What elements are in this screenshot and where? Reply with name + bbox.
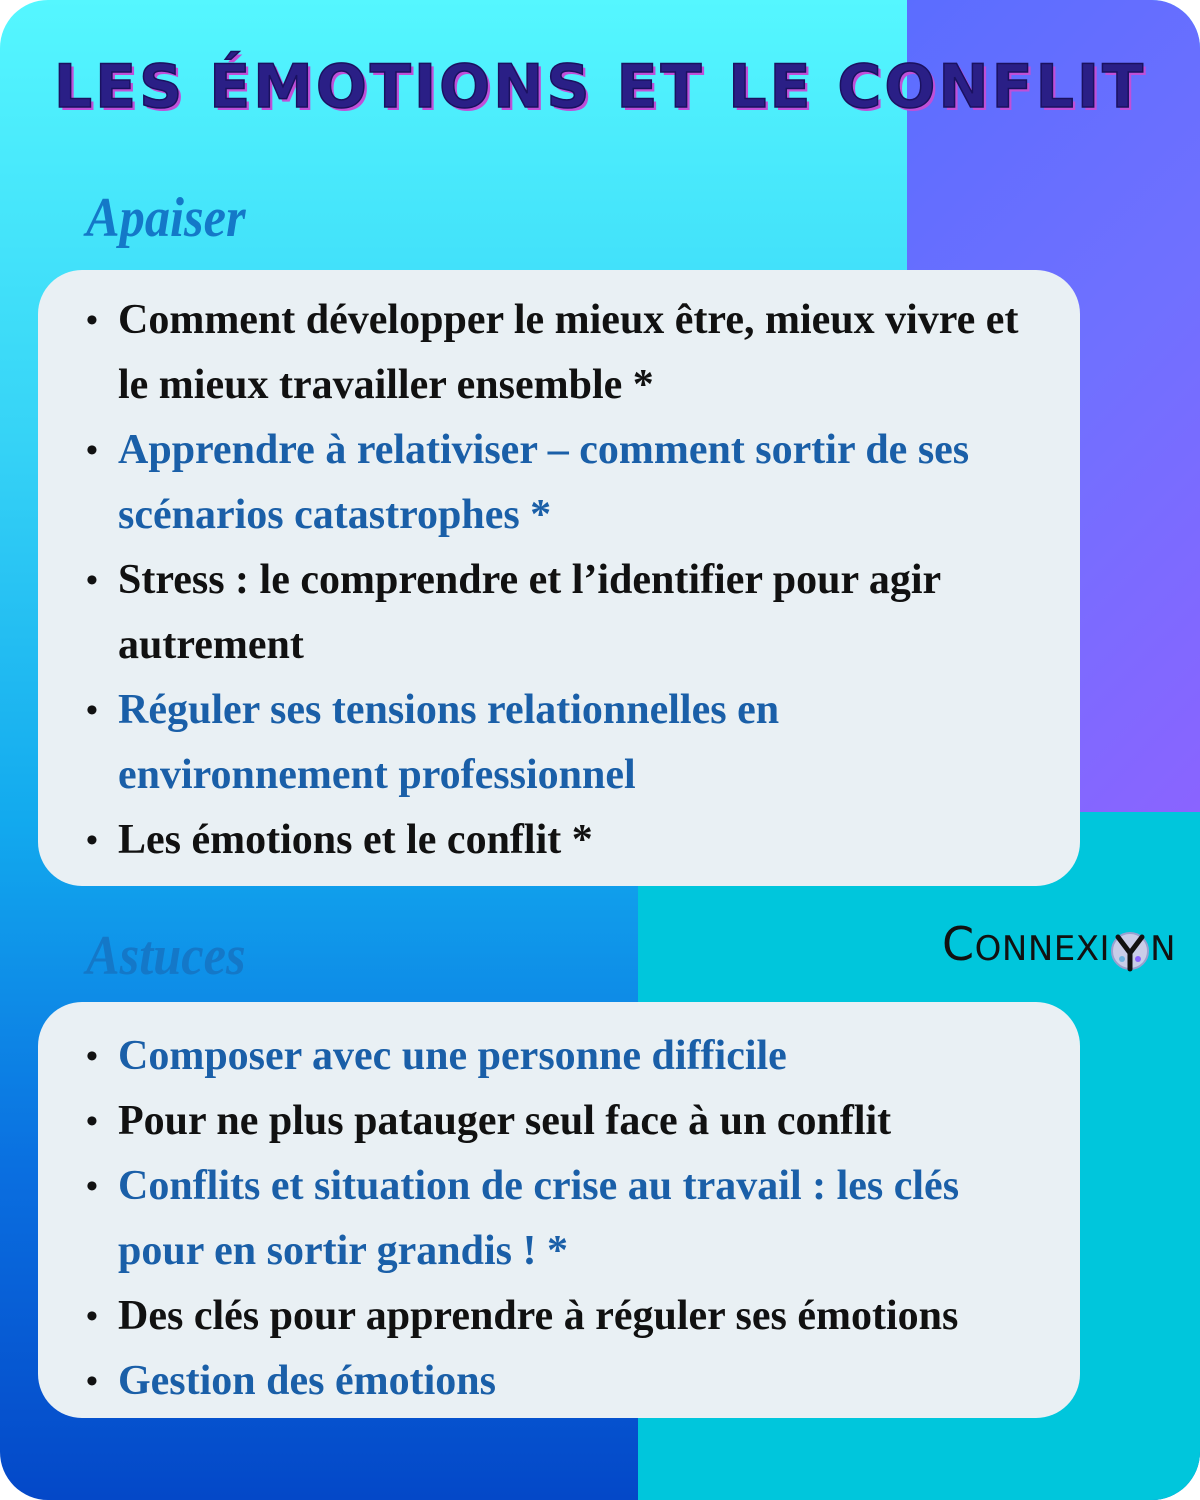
connexiyon-logo [942,918,1192,972]
apaiser-list [118,288,1040,873]
list-item[interactable]: • Gestion des émotions [118,1349,1040,1414]
list-item[interactable]: • Apprendre à relativiser – comment sortir de ses scénarios catastrophes * [118,418,1040,548]
list-item[interactable]: • Composer avec une personne difficile [118,1024,1040,1089]
list-item: • Pour ne plus patauger seul face à un conflit [118,1089,1040,1154]
list-item: • Stress : le comprendre et l’identifier pour agir autrement [118,548,1040,678]
astuces-list [118,1024,1040,1414]
section-heading-astuces: Astuces [86,925,246,987]
logo-text: CONNEXI N [942,917,1176,972]
logo-tree-icon [1108,929,1152,973]
astuces-list-panel [38,1002,1080,1418]
apaiser-list-panel [38,270,1080,886]
list-item[interactable]: • Réguler ses tensions relationnelles en environnement professionnel [118,678,1040,808]
page-title: LES ÉMOTIONS ET LE CONFLIT [53,52,1147,122]
section-heading-apaiser: Apaiser [86,187,246,249]
list-item: • Des clés pour apprendre à réguler ses émotions [118,1284,1040,1349]
list-item: • Comment développer le mieux être, mieux vivre et le mieux travailler ensemble * [118,288,1040,418]
list-item[interactable]: • Conflits et situation de crise au travail : les clés pour en sortir grandis ! * [118,1154,1040,1284]
list-item: • Les émotions et le conflit * [118,808,1040,873]
